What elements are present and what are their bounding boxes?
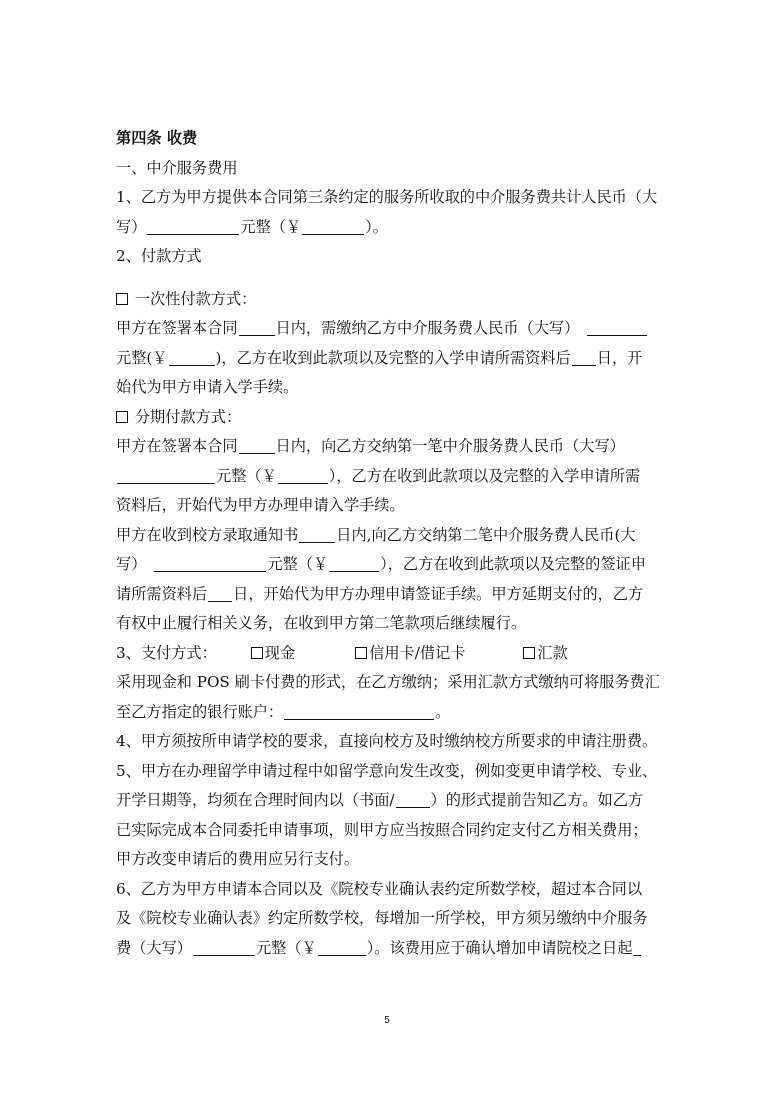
fill-blank — [239, 317, 275, 336]
checkbox-icon[interactable] — [251, 647, 263, 659]
article-title: 第四条 收费 — [116, 129, 198, 147]
fill-blank — [169, 347, 215, 366]
contract-body — [116, 124, 661, 963]
paragraph-line: 始代为甲方申请入学手续。 — [116, 378, 299, 396]
section-title-payment-method: 2、付款方式 — [116, 247, 202, 265]
fill-blank — [154, 553, 266, 572]
fill-blank — [299, 524, 335, 543]
paragraph-line: 至乙方指定的银行账户： 。 — [116, 702, 451, 721]
paragraph-line: 费（大写） 元整（￥ ）。该费用应于确认增加申请院校之日起 — [116, 934, 661, 964]
fill-blank — [329, 553, 379, 572]
paragraph-line: 甲方改变申请后的费用应另行支付。 — [116, 850, 359, 868]
paragraph-line: 甲方在签署本合同 日内，向乙方交纳第一笔中介服务费人民币（大写） — [116, 437, 625, 455]
checkbox-icon[interactable] — [116, 293, 128, 305]
paragraph-line: 元整(￥ )，乙方在收到此款项以及完整的入学申请所需资料后 日，开 — [116, 348, 643, 367]
fill-blank — [239, 435, 275, 454]
fill-blank — [193, 937, 255, 956]
paragraph-line: 甲方在收到校方录取通知书 日内,向乙方交纳第二笔中介服务费人民币(大 — [116, 525, 636, 544]
checkbox-icon[interactable] — [523, 647, 535, 659]
checkbox-icon[interactable] — [355, 647, 367, 659]
paragraph-line: 采用现金和 POS 刷卡付费的形式，在乙方缴纳；采用汇款方式缴纳可将服务费汇 — [116, 673, 660, 691]
paragraph-line: 4、甲方须按所申请学校的要求，直接向校方及时缴纳校方所要求的申请注册费。 — [116, 732, 658, 750]
fill-blank — [117, 465, 215, 484]
fill-blank — [396, 789, 430, 808]
paragraph-line: 甲方在签署本合同 日内，需缴纳乙方中介服务费人民币（大写） — [116, 314, 661, 344]
paragraph-line: 元整（￥ ），乙方在收到此款项以及完整的入学申请所需 — [116, 462, 661, 492]
fill-blank — [147, 216, 239, 235]
paragraph-line: 有权中止履行相关义务，在收到甲方第二笔款项后继续履行。 — [116, 614, 527, 632]
fill-blank — [633, 937, 641, 956]
fill-blank — [572, 347, 596, 366]
fill-blank — [278, 465, 328, 484]
payment-options: 3、支付方式： 现金 信用卡/借记卡 汇款 — [116, 639, 661, 669]
fill-blank — [302, 216, 364, 235]
paragraph-line: 5、甲方在办理留学申请过程中如留学意向发生改变，例如变更申请学校、专业、 — [116, 761, 658, 780]
fill-blank — [208, 583, 232, 602]
paragraph-line: 写） 元整（￥ ），乙方在收到此款项以及完整的签证申 — [116, 555, 646, 573]
option-installment: 分期付款方式： — [116, 403, 661, 433]
paragraph-line: 开学日期等，均须在合理时间内以（书面/ ）的形式提前告知乙方。如乙方 — [116, 791, 644, 809]
paragraph-line: 请所需资料后 日，开始代为甲方办理申请签证手续。甲方延期支付的，乙方 — [116, 584, 644, 603]
option-cash[interactable]: 现金 — [251, 639, 295, 669]
option-card[interactable]: 信用卡/借记卡 — [355, 639, 465, 669]
section-title-service-fee: 一、中介服务费用 — [116, 158, 238, 177]
paragraph-line: 及《院校专业确认表》约定所数学校，每增加一所学校，甲方须另缴纳中介服务 — [116, 909, 648, 927]
page-number: 5 — [384, 1015, 390, 1026]
checkbox-icon[interactable] — [116, 411, 128, 423]
fill-blank — [587, 317, 647, 336]
paragraph-line: 资料后，开始代为甲方办理申请入学手续。 — [116, 496, 405, 514]
paragraph-line: 已实际完成本合同委托申请事项，则甲方应当按照合同约定支付乙方相关费用； — [116, 820, 648, 839]
option-lump-sum: 一次性付款方式： — [116, 285, 661, 315]
fill-blank — [318, 937, 366, 956]
fill-blank — [284, 701, 434, 720]
paragraph-line: 6、乙方为甲方申请本合同以及《院校专业确认表约定所数学校，超过本合同以 — [116, 879, 643, 898]
option-transfer[interactable]: 汇款 — [523, 639, 567, 669]
paragraph-line: 写） 元整（￥ ）。 — [116, 217, 388, 236]
paragraph-line: 1、乙方为甲方提供本合同第三条约定的服务所收取的中介服务费共计人民币（大 — [116, 188, 658, 206]
